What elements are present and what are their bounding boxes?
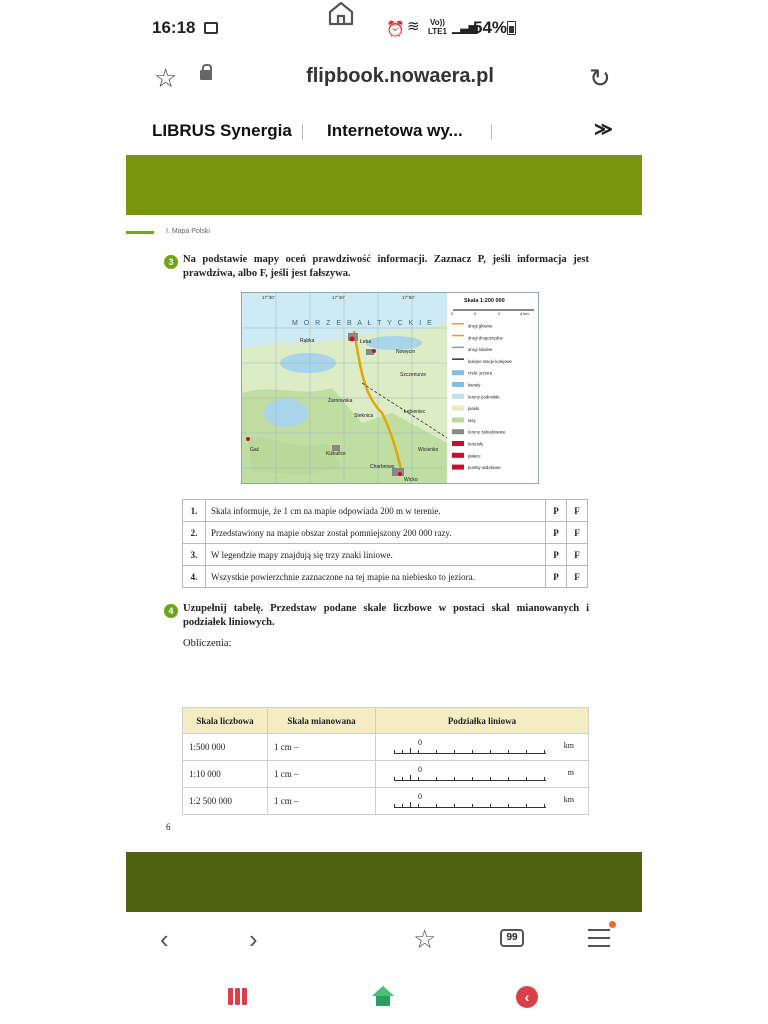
- notification-dot: [609, 921, 616, 928]
- tf-row: [183, 522, 588, 544]
- map-scale-tick: 2: [498, 311, 501, 316]
- scale-row: [183, 788, 589, 815]
- battery-icon: [507, 21, 516, 35]
- true-option[interactable]: P: [546, 544, 567, 566]
- lock-icon[interactable]: [200, 70, 212, 80]
- home-icon[interactable]: [327, 0, 355, 26]
- false-option[interactable]: F: [567, 566, 588, 588]
- signal-icon: ▁▃▅: [452, 20, 477, 34]
- linear-scale-ruler: [394, 749, 546, 754]
- numeric-scale: 1:500 000: [183, 734, 268, 761]
- tabs-counter-button[interactable]: 99: [500, 929, 524, 947]
- wifi-icon: ≋: [407, 18, 420, 35]
- map-lon-label: 17°30': [262, 295, 275, 300]
- system-back-icon[interactable]: ‹: [516, 986, 538, 1008]
- true-option[interactable]: P: [546, 500, 567, 522]
- map-place: Szczenurze: [400, 372, 427, 378]
- ruler-zero-label: 0: [418, 792, 422, 801]
- legend-symbol: [452, 441, 464, 446]
- false-option[interactable]: F: [567, 500, 588, 522]
- named-scale-field[interactable]: 1 cm –: [268, 734, 376, 761]
- numeric-scale: 1:10 000: [183, 761, 268, 788]
- legend-label: punkty widokowe: [468, 465, 501, 471]
- legend-symbol: [452, 417, 464, 422]
- legend-symbol: [452, 394, 464, 399]
- legend-symbol: [452, 453, 464, 458]
- tf-row-number: 1.: [183, 500, 206, 522]
- scale-row: [183, 761, 589, 788]
- task-4-badge: 4: [164, 604, 178, 618]
- bookmarks-more-icon[interactable]: ≫: [594, 119, 613, 139]
- map-lon-label: 17°50': [402, 295, 415, 300]
- false-option[interactable]: F: [567, 522, 588, 544]
- url-bar[interactable]: flipbook.nowaera.pl: [306, 65, 494, 87]
- legend-symbol: [452, 382, 464, 387]
- scale-table-header: Skala liczbowa: [183, 708, 268, 734]
- alarm-icon: ⏰: [386, 21, 405, 38]
- ruler-zero-label: 0: [418, 738, 422, 747]
- map-place: Gać: [250, 447, 260, 453]
- task-3-badge: 3: [164, 255, 178, 269]
- false-option[interactable]: F: [567, 544, 588, 566]
- linear-scale-ruler: [394, 776, 546, 781]
- legend-symbol: [452, 347, 464, 349]
- bookmark-internetowa[interactable]: Internetowa wy...: [327, 121, 463, 140]
- menu-icon[interactable]: [588, 929, 610, 953]
- battery-percent: 54%: [473, 18, 508, 37]
- legend-symbol: [452, 335, 464, 337]
- ruler-unit-label: m: [567, 768, 574, 777]
- tf-row: [183, 500, 588, 522]
- task-4-instruction: Uzupełnij tabelę. Przedstaw podane skale liczbowe w postaci skal mianowanych i podziałek liniowych.: [183, 603, 589, 628]
- map-place: Łeba: [360, 339, 372, 345]
- map-place: Charbrowo: [370, 464, 395, 470]
- true-option[interactable]: P: [546, 522, 567, 544]
- named-scale-field[interactable]: 1 cm –: [268, 788, 376, 815]
- legend-label: piaski: [468, 406, 479, 412]
- tf-row: [183, 544, 588, 566]
- legend-label: pałace: [468, 453, 481, 459]
- ruler-unit-label: km: [563, 741, 574, 750]
- volte-line-1: Vo)): [430, 18, 445, 27]
- tf-row: [183, 566, 588, 588]
- star-icon[interactable]: ☆: [154, 63, 178, 93]
- map-place: Steknica: [354, 413, 374, 419]
- map-place: Łebieniec: [404, 409, 426, 415]
- forward-arrow-icon[interactable]: ›: [249, 924, 258, 954]
- legend-label: rzeki, jeziora: [468, 370, 493, 376]
- linear-scale-field[interactable]: [376, 761, 589, 788]
- calculations-label: Obliczenia:: [183, 638, 232, 649]
- ruler-zero-label: 0: [418, 765, 422, 774]
- task-3-instruction: Na podstawie mapy oceń prawdziwość informacji. Zaznacz P, jeśli informacja jest prawdziwa, albo F, jeśli jest fałszywa.: [183, 254, 589, 279]
- legend-symbol: [452, 323, 464, 325]
- chapter-label: I. Mapa Polski: [166, 228, 210, 235]
- page-number: 6: [166, 822, 171, 832]
- topographic-map: [241, 292, 539, 484]
- legend-label: kolejne stacje kolejowe: [468, 358, 512, 364]
- system-home-icon[interactable]: [371, 985, 395, 1007]
- true-false-table: [182, 499, 588, 588]
- linear-scale-field[interactable]: [376, 734, 589, 761]
- legend-symbol: [452, 429, 464, 434]
- linear-scale-field[interactable]: [376, 788, 589, 815]
- map-place: Wicienko: [418, 447, 439, 453]
- legend-label: tereny zabudowane: [468, 429, 506, 435]
- tf-row-statement: Przedstawiony na mapie obszar został pomniejszony 200 000 razy.: [206, 522, 546, 544]
- legend-label: drogi drugorzędne: [468, 335, 503, 341]
- legend-label: drogi główne: [468, 323, 493, 329]
- map-place: Nowęcin: [396, 349, 416, 355]
- map-scale-tick: 4 km: [520, 311, 529, 316]
- status-time: 16:18: [152, 18, 196, 37]
- map-place: Rąbka: [300, 338, 315, 344]
- numeric-scale: 1:2 500 000: [183, 788, 268, 815]
- named-scale-field[interactable]: 1 cm –: [268, 761, 376, 788]
- legend-label: kościoły: [468, 441, 484, 447]
- bookmark-separator: [491, 124, 492, 140]
- gallery-notification-icon: [204, 22, 218, 34]
- legend-label: drogi lokalne: [468, 347, 493, 353]
- reload-icon[interactable]: ↻: [589, 63, 611, 93]
- bookmark-librus[interactable]: LIBRUS Synergia: [152, 121, 292, 140]
- true-option[interactable]: P: [546, 566, 567, 588]
- legend-symbol: [452, 406, 464, 411]
- scale-table-header: Podziałka liniowa: [376, 708, 589, 734]
- flipbook-bottom-band: [126, 852, 642, 912]
- back-arrow-icon[interactable]: ‹: [160, 924, 169, 954]
- bookmark-separator: [302, 124, 303, 140]
- map-sea-label: M O R Z E B A Ł T Y C K I E: [292, 320, 434, 327]
- tf-row-statement: Wszystkie powierzchnie zaznaczone na tej mapie na niebiesko to jeziora.: [206, 566, 546, 588]
- tf-row-statement: W legendzie mapy znajdują się trzy znaki liniowe.: [206, 544, 546, 566]
- bookmarks-star-icon[interactable]: ☆: [413, 924, 437, 954]
- linear-scale-ruler: [394, 803, 546, 808]
- map-lon-label: 17°40': [332, 295, 345, 300]
- legend-symbol: [452, 465, 464, 470]
- tf-row-number: 2.: [183, 522, 206, 544]
- map-scale-title: Skala 1:200 000: [464, 298, 505, 304]
- map-scale-tick: 2: [451, 311, 454, 316]
- tf-row-statement: Skala informuje, że 1 cm na mapie odpowiada 200 m w terenie.: [206, 500, 546, 522]
- map-place: Kiżkulice: [326, 451, 346, 457]
- ruler-unit-label: km: [563, 795, 574, 804]
- tf-row-number: 3.: [183, 544, 206, 566]
- volte-line-2: LTE1: [428, 27, 447, 36]
- legend-label: lasy: [468, 417, 476, 423]
- legend-label: tereny podmokłe: [468, 394, 500, 400]
- tf-row-number: 4.: [183, 566, 206, 588]
- flipbook-top-band: [126, 155, 642, 215]
- chapter-marker: [126, 231, 154, 234]
- map-scale-tick: 0: [474, 311, 477, 316]
- map-place: Wicko: [404, 477, 418, 483]
- legend-symbol: [452, 370, 464, 375]
- recent-apps-icon[interactable]: [228, 988, 250, 1005]
- map-place: Żarnowska: [328, 398, 353, 404]
- legend-symbol: [452, 358, 464, 360]
- scale-table-header: Skala mianowana: [268, 708, 376, 734]
- scale-table: [182, 707, 589, 815]
- scale-row: [183, 734, 589, 761]
- legend-label: kanały: [468, 382, 481, 388]
- volte-indicator: [428, 18, 447, 36]
